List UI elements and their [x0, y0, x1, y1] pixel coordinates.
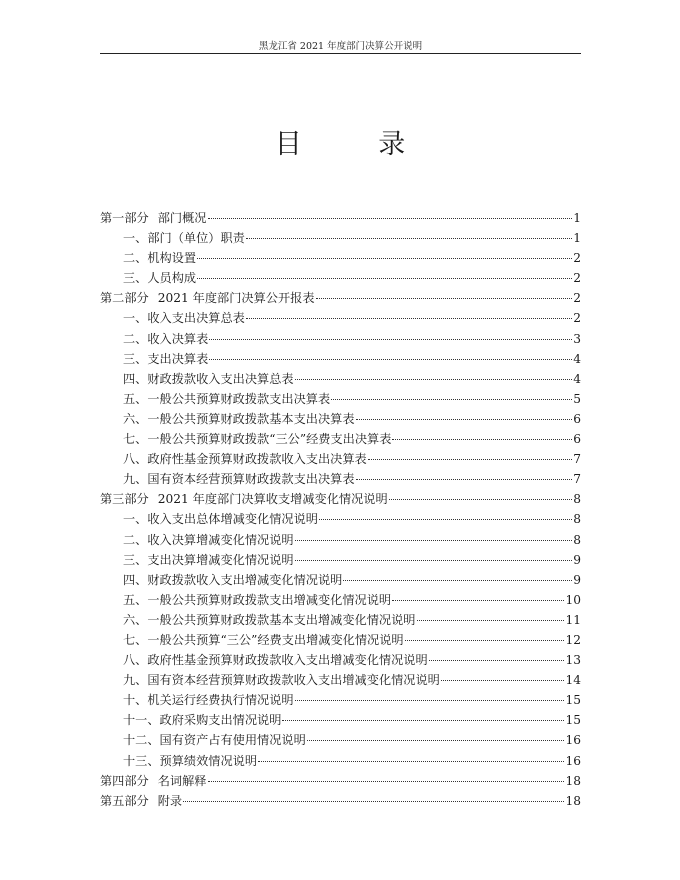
toc-part-number: 第四部分: [100, 773, 149, 788]
toc-section-entry[interactable]: [100, 409, 581, 429]
toc-entry-text: 附录: [157, 793, 183, 808]
toc-section-entry[interactable]: [100, 509, 581, 529]
toc-page-number: 11: [565, 612, 581, 627]
toc-entry-label: [123, 248, 196, 268]
toc-dot-leader: [246, 237, 572, 239]
toc-entry-label: [123, 590, 391, 610]
toc-page-number: 8: [573, 532, 581, 547]
toc-entry-label: [123, 670, 440, 690]
toc-page-number: 2: [573, 251, 581, 266]
toc-entry-label: [123, 268, 196, 288]
toc-entry-text: 五、一般公共预算财政拨款支出决算表: [123, 391, 331, 406]
toc-part-entry[interactable]: [100, 489, 581, 509]
toc-dot-leader: [209, 338, 572, 340]
toc-dot-leader: [429, 659, 565, 661]
toc-dot-leader: [208, 217, 573, 219]
toc-entry-text: 三、支出决算表: [123, 351, 209, 366]
toc-dot-leader: [331, 398, 572, 400]
toc-section-entry[interactable]: [100, 308, 581, 328]
toc-page-number: 2: [573, 311, 581, 326]
toc-entry-text: 三、人员构成: [123, 271, 197, 286]
toc-page-number: 18: [565, 773, 581, 788]
toc-page-number: 2: [573, 271, 581, 286]
toc-entry-text: 十、机关运行经费执行情况说明: [123, 693, 294, 708]
toc-entry-label: [123, 751, 257, 771]
toc-entry-text: 六、一般公共预算财政拨款基本支出决算表: [123, 411, 355, 426]
toc-entry-text: 一、收入支出决算总表: [123, 311, 245, 326]
toc-section-entry[interactable]: [100, 349, 581, 369]
toc-section-entry[interactable]: [100, 268, 581, 288]
toc-dot-leader: [356, 478, 573, 480]
toc-part-entry[interactable]: [100, 771, 581, 791]
toc-section-entry[interactable]: [100, 329, 581, 349]
toc-entry-label: [123, 710, 281, 730]
toc-section-entry[interactable]: [100, 690, 581, 710]
toc-part-entry[interactable]: [100, 791, 581, 811]
toc-entry-label: [123, 690, 294, 710]
toc-page-number: 18: [565, 793, 581, 808]
toc-dot-leader: [319, 518, 572, 520]
toc-dot-leader: [368, 458, 572, 460]
page-title: 目 录: [274, 129, 440, 161]
toc-page-number: 7: [573, 472, 581, 487]
toc-entry-text: 二、收入决算表: [123, 331, 209, 346]
toc-entry-label: [123, 550, 294, 570]
toc-section-entry[interactable]: [100, 670, 581, 690]
toc-entry-label: [100, 208, 207, 228]
toc-section-entry[interactable]: [100, 429, 581, 449]
toc-section-entry[interactable]: [100, 228, 581, 248]
toc-entry-label: [123, 429, 391, 449]
toc-section-entry[interactable]: [100, 751, 581, 771]
toc-section-entry[interactable]: [100, 610, 581, 630]
toc-dot-leader: [405, 639, 565, 641]
toc-page-number: 2: [573, 291, 581, 306]
toc-entry-label: [123, 509, 318, 529]
toc-dot-leader: [343, 579, 572, 581]
toc-entry-label: [123, 409, 355, 429]
toc-entry-text: 十二、国有资产占有使用情况说明: [123, 733, 306, 748]
toc-dot-leader: [389, 498, 573, 500]
toc-entry-text: 部门概况: [157, 211, 207, 225]
toc-dot-leader: [208, 780, 565, 782]
toc-section-entry[interactable]: [100, 650, 581, 670]
toc-entry-label: [100, 489, 388, 509]
toc-entry-label: [123, 469, 355, 489]
toc-section-entry[interactable]: [100, 389, 581, 409]
toc-entry-text: 七、一般公共预算财政拨款“三公”经费支出决算表: [123, 432, 392, 447]
toc-dot-leader: [295, 378, 573, 380]
toc-page-number: 15: [565, 693, 581, 708]
toc-section-entry[interactable]: [100, 530, 581, 550]
toc-section-entry[interactable]: [100, 550, 581, 570]
toc-dot-leader: [356, 418, 573, 420]
toc-section-entry[interactable]: [100, 590, 581, 610]
toc-section-entry[interactable]: [100, 369, 581, 389]
toc-part-number: 第五部分: [100, 793, 149, 808]
toc-page-number: 6: [573, 411, 581, 426]
toc-dot-leader: [197, 277, 572, 279]
toc-section-entry[interactable]: [100, 630, 581, 650]
toc-dot-leader: [417, 619, 565, 621]
toc-section-entry[interactable]: [100, 248, 581, 268]
toc-page-number: 12: [565, 632, 581, 647]
toc-page-number: 9: [573, 552, 581, 567]
toc-entry-label: [123, 530, 294, 550]
toc-entry-label: [123, 449, 367, 469]
toc-page-number: 5: [573, 391, 581, 406]
toc-entry-text: 一、部门（单位）职责: [123, 231, 245, 246]
toc-dot-leader: [183, 800, 564, 802]
toc-page-number: 14: [565, 673, 581, 688]
toc-entry-text: 八、政府性基金预算财政拨款收入支出决算表: [123, 452, 367, 467]
toc-entry-text: 七、一般公共预算“三公”经费支出增减变化情况说明: [123, 632, 404, 647]
toc-entry-label: [123, 630, 404, 650]
toc-entry-text: 八、政府性基金预算财政拨款收入支出增减变化情况说明: [123, 653, 428, 668]
toc-entry-label: [123, 329, 208, 349]
toc-section-entry[interactable]: [100, 469, 581, 489]
toc-dot-leader: [295, 699, 565, 701]
toc-entry-text: 二、收入决算增减变化情况说明: [123, 532, 294, 547]
header-rule: [100, 53, 581, 54]
toc-dot-leader: [197, 257, 572, 259]
toc-dot-leader: [246, 317, 572, 319]
toc-page-number: 8: [573, 512, 581, 527]
toc-entry-label: [123, 610, 416, 630]
toc-section-entry[interactable]: [100, 570, 581, 590]
toc-page-number: 4: [573, 371, 581, 386]
toc-page-number: 9: [573, 572, 581, 587]
toc-entry-label: [100, 288, 315, 308]
toc-page-number: 15: [565, 713, 581, 728]
toc-page-number: 8: [573, 492, 581, 507]
toc-entry-text: 二、机构设置: [123, 251, 197, 266]
toc-page-number: 7: [573, 452, 581, 467]
toc-page-number: 16: [565, 753, 581, 768]
toc-entry-label: [100, 791, 182, 811]
toc-page-number: 4: [573, 351, 581, 366]
toc-section-entry[interactable]: [100, 710, 581, 730]
toc-dot-leader: [258, 760, 564, 762]
toc-entry-label: [123, 730, 306, 750]
toc-entry-text: 五、一般公共预算财政拨款支出增减变化情况说明: [123, 592, 392, 607]
toc-page-number: 1: [573, 231, 581, 246]
toc-part-entry[interactable]: [100, 288, 581, 308]
running-header: 黑龙江省 2021 年度部门决算公开说明: [258, 41, 423, 52]
toc-entry-text: 九、国有资本经营预算财政拨款支出决算表: [123, 472, 355, 487]
toc-entry-label: [123, 308, 245, 328]
toc-dot-leader: [295, 539, 573, 541]
toc-dot-leader: [392, 599, 564, 601]
toc-dot-leader: [282, 719, 564, 721]
toc-dot-leader: [392, 438, 572, 440]
toc-entry-text: 十一、政府采购支出情况说明: [123, 713, 282, 728]
toc-part-number: 第二部分: [100, 291, 149, 306]
toc-entry-label: [100, 771, 207, 791]
toc-part-entry[interactable]: [100, 208, 581, 228]
toc-section-entry[interactable]: [100, 730, 581, 750]
table-of-contents: [100, 208, 581, 811]
toc-entry-label: [123, 228, 245, 248]
toc-entry-text: 六、一般公共预算财政拨款基本支出增减变化情况说明: [123, 612, 416, 627]
toc-dot-leader: [316, 297, 573, 299]
toc-entry-label: [123, 349, 208, 369]
toc-page-number: 1: [573, 211, 581, 225]
toc-page-number: 13: [565, 653, 581, 668]
toc-entry-label: [123, 369, 294, 389]
toc-entry-text: 四、财政拨款收入支出决算总表: [123, 371, 294, 386]
toc-page-number: 10: [565, 592, 581, 607]
toc-entry-text: 九、国有资本经营预算财政拨款收入支出增减变化情况说明: [123, 673, 440, 688]
toc-entry-text: 一、收入支出总体增减变化情况说明: [123, 512, 318, 527]
toc-entry-label: [123, 650, 428, 670]
toc-entry-text: 名词解释: [157, 773, 207, 788]
toc-part-number: 第一部分: [100, 211, 149, 225]
toc-dot-leader: [307, 739, 565, 741]
toc-entry-text: 三、支出决算增减变化情况说明: [123, 552, 294, 567]
toc-entry-text: 四、财政拨款收入支出增减变化情况说明: [123, 572, 343, 587]
toc-entry-label: [123, 389, 330, 409]
toc-entry-text: 2021 年度部门决算公开报表: [157, 291, 315, 306]
toc-dot-leader: [209, 358, 572, 360]
toc-entry-label: [123, 570, 342, 590]
toc-page-number: 3: [573, 331, 581, 346]
toc-page-number: 16: [565, 733, 581, 748]
toc-dot-leader: [441, 679, 565, 681]
toc-entry-text: 十三、预算绩效情况说明: [123, 753, 258, 768]
toc-entry-text: 2021 年度部门决算收支增减变化情况说明: [157, 492, 388, 507]
toc-dot-leader: [295, 559, 573, 561]
toc-part-number: 第三部分: [100, 492, 149, 507]
toc-section-entry[interactable]: [100, 449, 581, 469]
toc-page-number: 6: [573, 432, 581, 447]
